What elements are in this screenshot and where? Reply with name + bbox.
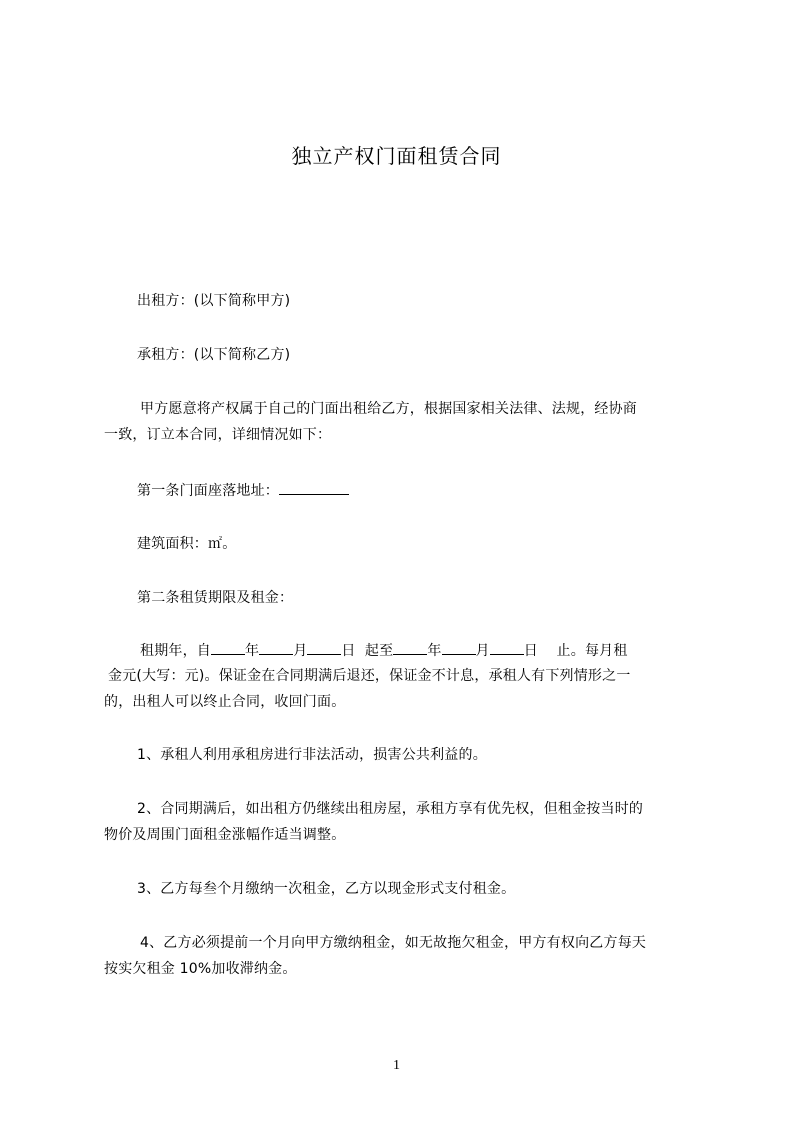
- address-blank: [279, 480, 349, 495]
- article-1-address: [137, 480, 349, 501]
- article-1-label: 第一条门面座落地址：: [137, 483, 279, 499]
- clause-2-line-1: 2、合同期满后，如出租方仍继续出租房屋，承租方享有优先权，但租金按当时的: [137, 801, 644, 817]
- page-number: 1: [393, 1058, 400, 1073]
- term-line-3: 的，出租人可以终止合同，收回门面。: [104, 694, 346, 710]
- article-2-heading: 第二条租赁期限及租金：: [137, 590, 294, 606]
- start-day-blank: [307, 640, 341, 655]
- intro-paragraph-line-2: 一致，订立本合同，详细情况如下：: [104, 427, 332, 443]
- term-day-2: 日: [523, 643, 538, 659]
- end-year-blank: [393, 640, 427, 655]
- start-month-blank: [259, 640, 293, 655]
- clause-4-line-1: 4、乙方必须提前一个月向甲方缴纳租金，如无故拖欠租金，甲方有权向乙方每天: [140, 935, 647, 951]
- term-day-1: 日: [341, 643, 356, 659]
- end-month-blank: [442, 640, 476, 655]
- term-year-2: 年: [427, 643, 442, 659]
- lessor-line: 出租方：(以下简称甲方): [137, 293, 291, 309]
- term-from-to: 起至: [364, 643, 394, 659]
- clause-3: 3、乙方每叁个月缴纳一次租金，乙方以现金形式支付租金。: [137, 881, 516, 897]
- term-line-2: 金元(大写：元)。保证金在合同期满后退还，保证金不计息，承租人有下列情形之一: [108, 668, 631, 684]
- term-prefix: 租期年，自: [140, 643, 211, 659]
- term-year-1: 年: [245, 643, 260, 659]
- term-end: 止。每月租: [556, 643, 628, 659]
- start-year-blank: [211, 640, 245, 655]
- clause-1: 1、承租人利用承租房进行非法活动，损害公共利益的。: [137, 747, 487, 763]
- term-month-1: 月: [293, 643, 308, 659]
- lessee-line: 承租方：(以下简称乙方): [137, 347, 291, 363]
- intro-paragraph-line-1: 甲方愿意将产权属于自己的门面出租给乙方，根据国家相关法律、法规，经协商: [140, 401, 637, 417]
- term-month-2: 月: [475, 643, 490, 659]
- term-line-1: [140, 640, 628, 661]
- clause-4-line-2: 按实欠租金 10%加收滞纳金。: [104, 961, 297, 977]
- clause-2-line-2: 物价及周围门面租金涨幅作适当调整。: [104, 827, 346, 843]
- end-day-blank: [490, 640, 524, 655]
- building-area-line: 建筑面积：㎡。: [137, 536, 237, 552]
- document-title: 独立产权门面租赁合同: [291, 144, 502, 168]
